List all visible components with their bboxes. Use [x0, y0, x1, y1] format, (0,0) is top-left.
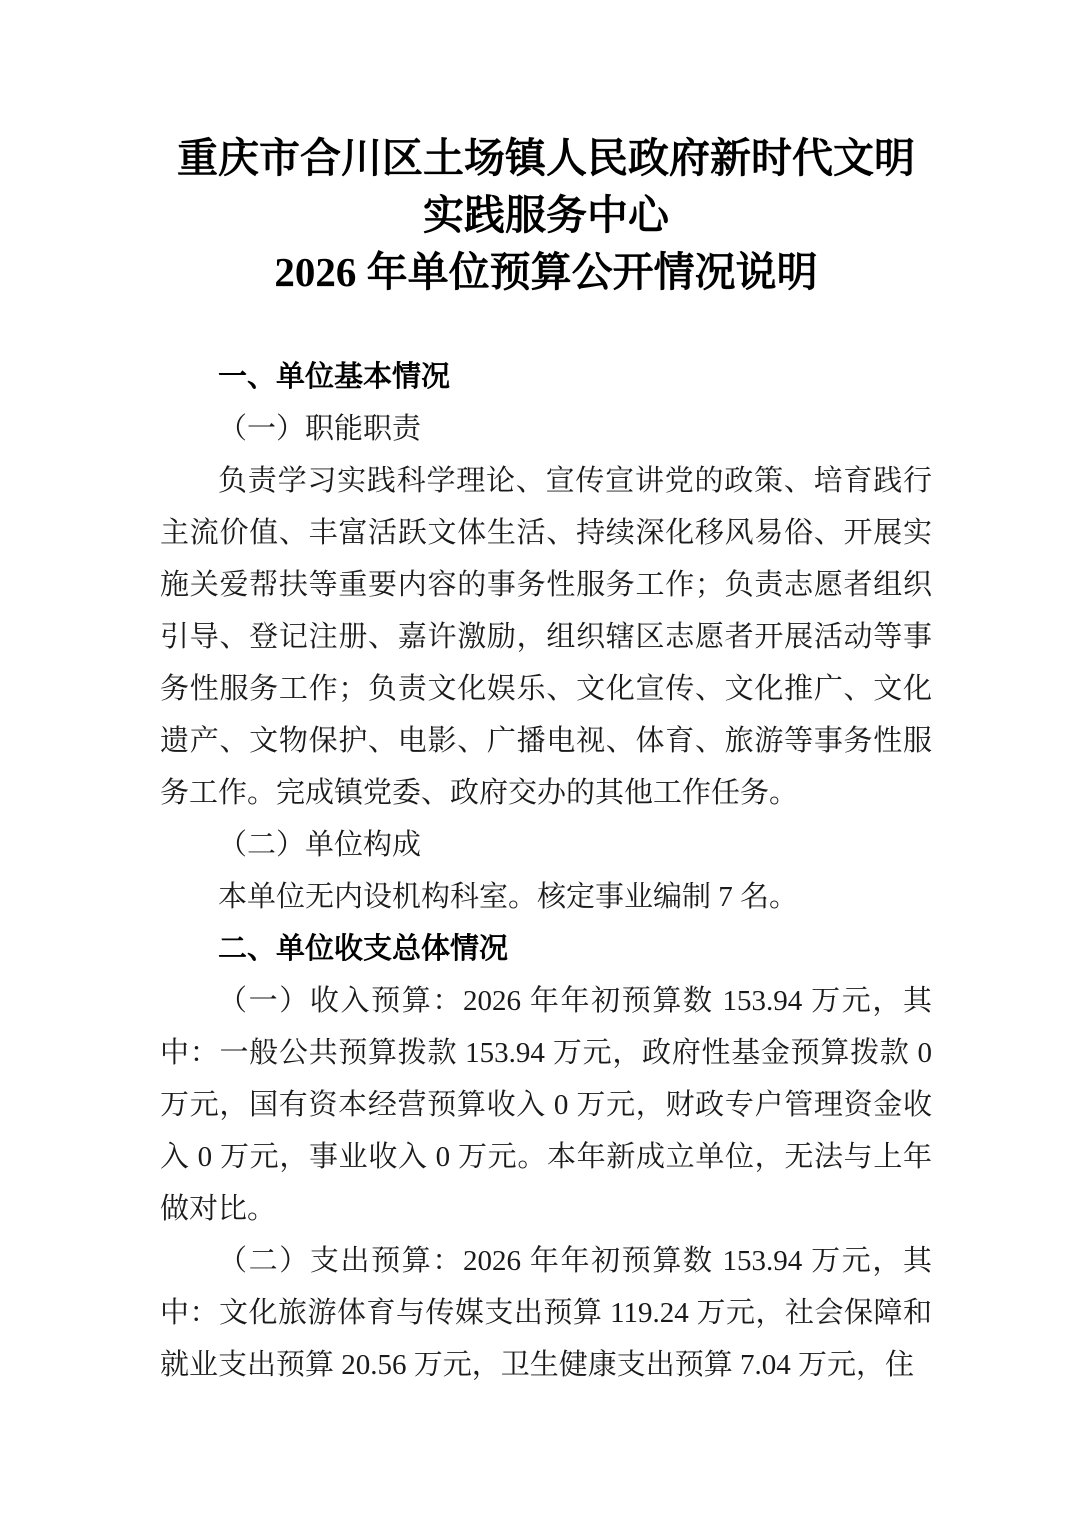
title-line-2: 实践服务中心 — [423, 192, 669, 238]
document-title — [160, 130, 932, 301]
section-2-income-paragraph: （一）收入预算：2026 年年初预算数 153.94 万元，其中：一般公共预算拨款 153.94 万元，政府性基金预算拨款 0 万元，国有资本经营预算收入 0 万元，财政专户管理资金收入 0 万元，事业收入 0 万元。本年新成立单位，无法与上年做对比。 — [160, 985, 932, 1225]
document-body — [160, 351, 932, 1391]
section-1-2-heading: （二）单位构成 — [218, 829, 422, 861]
section-2-heading: 二、单位收支总体情况 — [218, 933, 509, 965]
section-1-1-heading: （一）职能职责 — [218, 413, 422, 445]
section-1-1-paragraph: 负责学习实践科学理论、宣传宣讲党的政策、培育践行主流价值、丰富活跃文体生活、持续深化移风易俗、开展实施关爱帮扶等重要内容的事务性服务工作；负责志愿者组织引导、登记注册、嘉许激励，组织辖区志愿者开展活动等事务性服务工作；负责文化娱乐、文化宣传、文化推广、文化遗产、文物保护、电影、广播电视、体育、旅游等事务性服务工作。完成镇党委、政府交办的其他工作任务。 — [160, 465, 932, 809]
section-1-heading: 一、单位基本情况 — [218, 361, 451, 393]
section-2-expense-paragraph: （二）支出预算：2026 年年初预算数 153.94 万元，其中：文化旅游体育与传媒支出预算 119.24 万元，社会保障和就业支出预算 20.56 万元，卫生健康支出预算 7.04 万元，住 — [160, 1245, 932, 1381]
section-1-2-paragraph: 本单位无内设机构科室。核定事业编制 7 名。 — [218, 881, 799, 913]
title-line-3: 2026 年单位预算公开情况说明 — [274, 249, 818, 295]
title-line-1: 重庆市合川区土场镇人民政府新时代文明 — [177, 135, 915, 181]
